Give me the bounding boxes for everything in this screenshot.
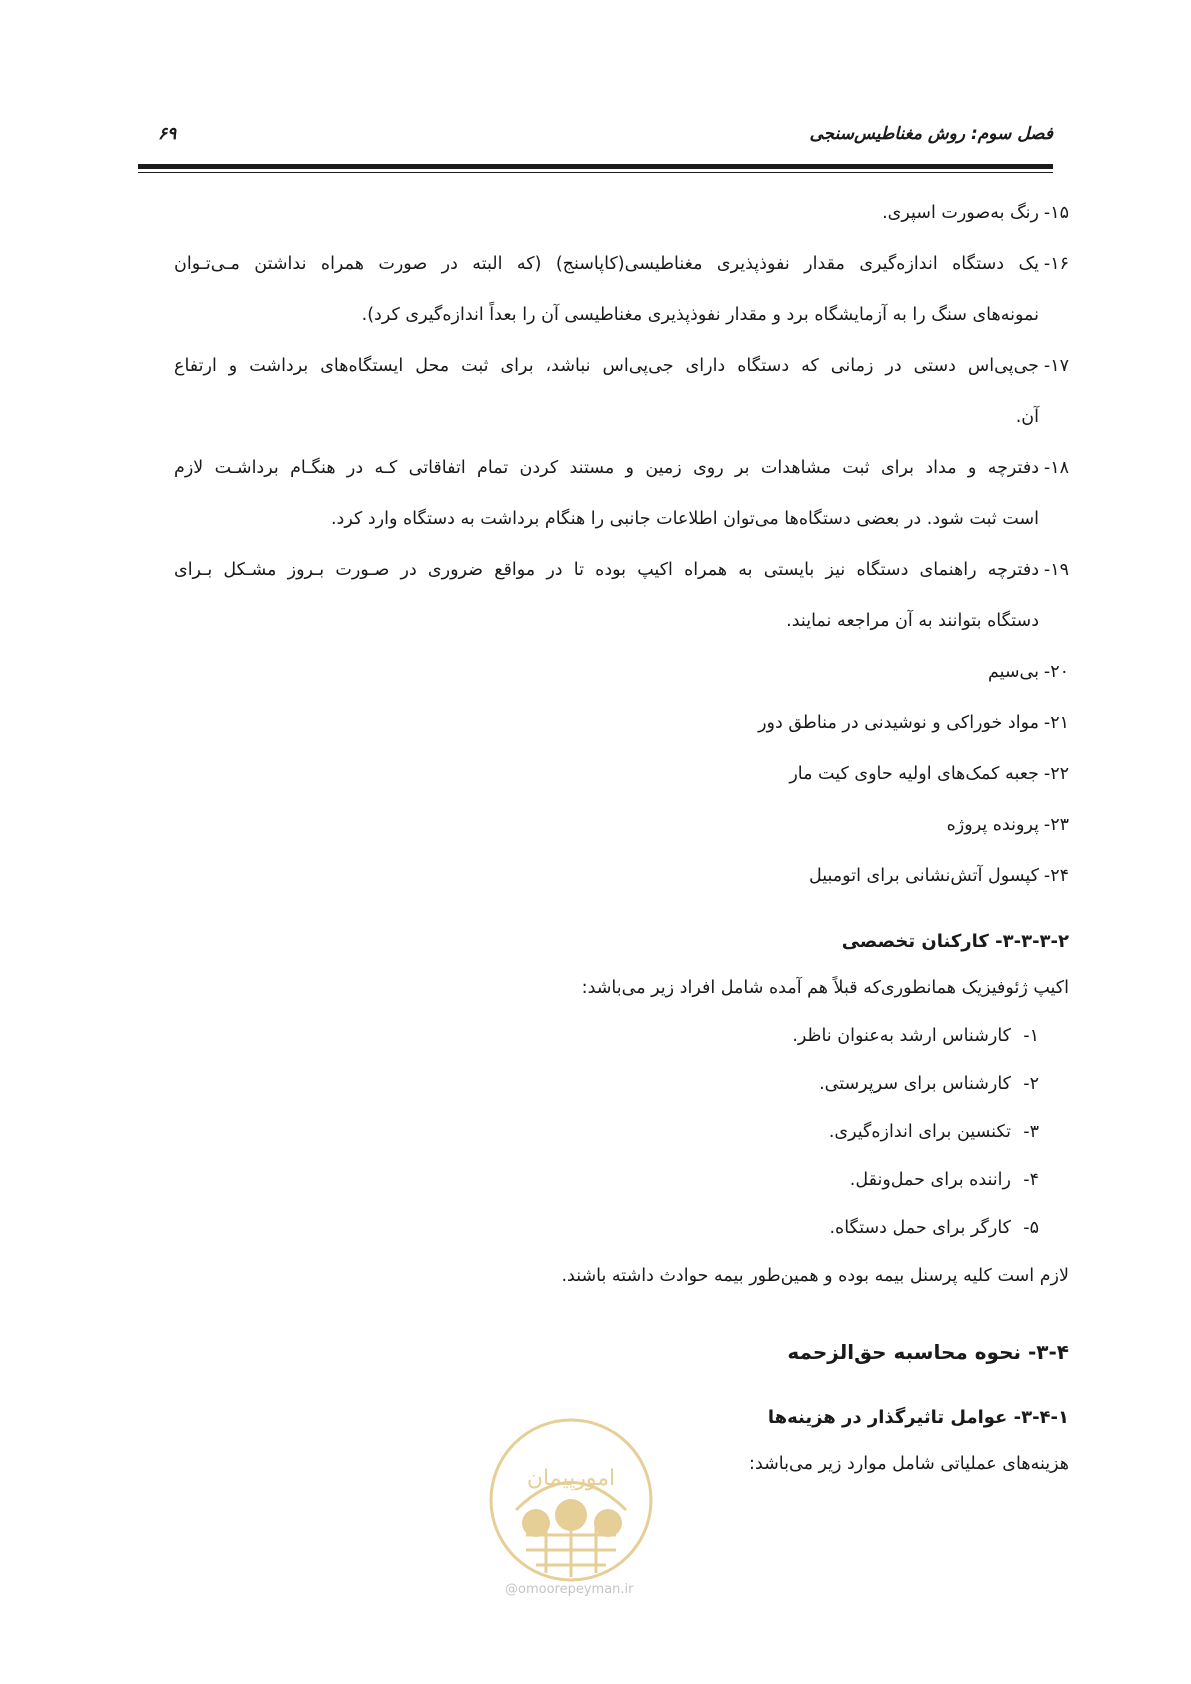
staff-item-text: کارشناس ارشد به‌عنوان ناظر. [792, 1026, 1011, 1046]
equipment-item-number: ۲۰- [1043, 662, 1069, 682]
staff-item-number: ۱- [1023, 1026, 1039, 1046]
equipment-item-text: مواد خوراکی و نوشیدنی در مناطق دور [758, 713, 1039, 733]
staff-item-number: ۳- [1023, 1122, 1039, 1142]
staff-item [174, 1108, 1069, 1156]
equipment-item-number: ۱۸- [1043, 458, 1069, 478]
staff-item-number: ۴- [1023, 1170, 1039, 1190]
page-body [174, 188, 1069, 1488]
staff-intro: اکیپ ژئوفیزیک همانطوری‌که قبلاً هم آمده شامل افراد زیر می‌باشد: [581, 978, 1069, 998]
staff-item [174, 1156, 1069, 1204]
equipment-item [174, 647, 1069, 698]
equipment-item-number: ۲۳- [1043, 815, 1069, 835]
equipment-item [174, 188, 1069, 239]
staff-item [174, 1012, 1069, 1060]
header-rule-thick [138, 164, 1053, 169]
watermark-logo [486, 1415, 656, 1585]
subsection-heading-cost-factors: ۳-۴-۱- عوامل تاثیرگذار در هزینه‌ها [767, 1407, 1069, 1428]
equipment-item-number: ۱۶- [1043, 254, 1069, 274]
equipment-item-text: دفترچه و مداد برای ثبت مشاهدات بر روی زمین و مستند کردن تمام اتفاقاتی کـه در هنگـام برداشـت لازم [174, 458, 1039, 478]
equipment-item-number: ۱۹- [1043, 560, 1069, 580]
equipment-item-text: دفترچه راهنمای دستگاه نیز بایستی به همراه اکیپ بوده تا در مواقع ضروری در صـورت بـروز مشـکل بـرای [174, 560, 1039, 580]
equipment-item-continuation: دستگاه بتوانند به آن مراجعه نمایند. [786, 611, 1039, 631]
equipment-list [174, 188, 1069, 902]
equipment-item [174, 749, 1069, 800]
equipment-item-text: یک دستگاه اندازه‌گیری مقدار نفوذپذیری مغناطیسی(کاپاسنج) (که البته در صورت همراه نداشتن مـی‌تـوان [174, 254, 1039, 274]
equipment-item-text: جعبه کمک‌های اولیه حاوی کیت مار [789, 764, 1039, 784]
staff-item-number: ۵- [1023, 1218, 1039, 1238]
cost-intro: هزینه‌های عملیاتی شامل موارد زیر می‌باشد: [749, 1454, 1069, 1474]
staff-list [174, 1012, 1069, 1252]
equipment-item [174, 239, 1069, 341]
equipment-item-number: ۲۲- [1043, 764, 1069, 784]
staff-item [174, 1204, 1069, 1252]
watermark-gear-left [522, 1509, 550, 1537]
equipment-item-continuation: آن. [1015, 407, 1039, 427]
watermark-logo-text: امورپیمان [526, 1466, 616, 1491]
staff-item-text: کارشناس برای سرپرستی. [819, 1074, 1011, 1094]
section-heading-staff: ۳-۳-۳-۲- کارکنان تخصصی [841, 931, 1069, 952]
equipment-item [174, 341, 1069, 443]
equipment-item-continuation: نمونه‌های سنگ را به آزمایشگاه برد و مقدار نفوذپذیری مغناطیسی آن را بعداً اندازه‌گیری کرد). [361, 305, 1039, 325]
page-number: ۶۹ [158, 124, 177, 144]
watermark-gear-center [555, 1499, 587, 1531]
section-heading-fee: ۳-۴- نحوه محاسبه حق‌الزحمه [787, 1340, 1069, 1364]
watermark-gear-right [594, 1509, 622, 1537]
equipment-item [174, 545, 1069, 647]
staff-item-text: تکنسین برای اندازه‌گیری. [828, 1122, 1011, 1142]
equipment-item-text: کپسول آتش‌نشانی برای اتومبیل [808, 866, 1039, 886]
equipment-item-text: رنگ به‌صورت اسپری. [882, 203, 1039, 223]
equipment-item-number: ۱۵- [1043, 203, 1069, 223]
equipment-item [174, 800, 1069, 851]
header-rule-thin [138, 172, 1053, 173]
chapter-title: فصل سوم: روش مغناطیس‌سنجی [809, 124, 1053, 144]
equipment-item-text: بی‌سیم [987, 662, 1039, 682]
staff-item-text: کارگر برای حمل دستگاه. [829, 1218, 1011, 1238]
equipment-item-number: ۲۱- [1043, 713, 1069, 733]
equipment-item [174, 698, 1069, 749]
page-header [138, 124, 1053, 154]
equipment-item [174, 851, 1069, 902]
watermark-url: @omoorepeyman.ir [505, 1582, 634, 1597]
staff-item-number: ۲- [1023, 1074, 1039, 1094]
equipment-item [174, 443, 1069, 545]
staff-item [174, 1060, 1069, 1108]
staff-item-text: راننده برای حمل‌ونقل. [849, 1170, 1011, 1190]
equipment-item-continuation: است ثبت شود. در بعضی دستگاه‌ها می‌توان اطلاعات جانبی را هنگام برداشت به دستگاه وارد کرد. [330, 509, 1039, 529]
equipment-item-text: پرونده پروژه [946, 815, 1039, 835]
staff-note: لازم است کلیه پرسنل بیمه بوده و همین‌طور بیمه حوادث داشته باشند. [561, 1266, 1069, 1286]
equipment-item-number: ۲۴- [1043, 866, 1069, 886]
equipment-item-text: جی‌پی‌اس دستی در زمانی که دستگاه دارای جی‌پی‌اس نباشد، برای ثبت محل ایستگاه‌های برداشت و ارتفاع [174, 356, 1039, 376]
equipment-item-number: ۱۷- [1043, 356, 1069, 376]
